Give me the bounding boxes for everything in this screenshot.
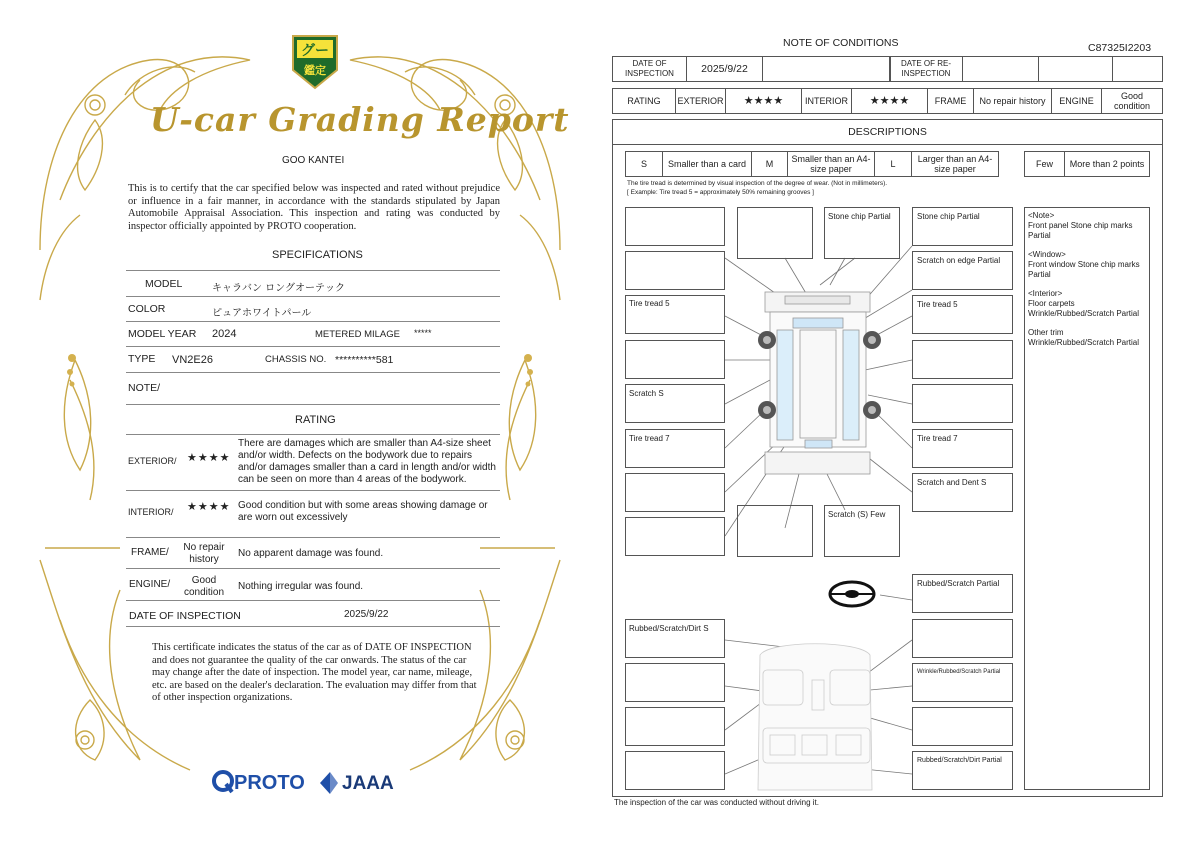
damage-label: Scratch S — [629, 389, 664, 398]
interior-stars: ★★★★ — [852, 89, 928, 113]
rating-heading: RATING — [295, 414, 336, 426]
damage-box — [625, 751, 725, 790]
damage-label: Rubbed/Scratch/Dirt Partial — [917, 757, 1002, 764]
legend-l-desc: Larger than an A4-size paper — [917, 154, 993, 174]
damage-label: Rubbed/Scratch Partial — [917, 579, 1000, 588]
engine-label: ENGINE/ — [129, 579, 171, 590]
damage-box — [625, 295, 725, 334]
engine-value: Good condition — [183, 575, 225, 598]
damage-box — [625, 517, 725, 556]
frame-value: No repair history — [183, 542, 225, 565]
proto-logo: PROTO — [234, 772, 305, 794]
mileage-value: ***** — [414, 328, 432, 338]
damage-box — [625, 473, 725, 512]
legend-few-desc: More than 2 points — [1069, 159, 1145, 169]
model-label: MODEL — [145, 278, 183, 290]
damage-box — [912, 473, 1013, 512]
report-subtitle: GOO KANTEI — [282, 155, 345, 166]
report-title: U-car Grading Report — [150, 100, 570, 139]
svg-text:鑑定: 鑑定 — [304, 64, 326, 77]
mileage-label: METERED MILAGE — [315, 329, 400, 340]
damage-box — [625, 251, 725, 290]
divider — [126, 372, 500, 373]
damage-box — [912, 663, 1013, 702]
damage-box — [912, 295, 1013, 334]
exterior-stars: ★★★★ — [726, 89, 802, 113]
divider — [126, 270, 500, 271]
damage-box — [824, 207, 900, 259]
divider — [126, 346, 500, 347]
damage-box — [625, 340, 725, 379]
divider — [126, 434, 500, 435]
damage-box — [737, 207, 813, 259]
damage-box — [625, 707, 725, 746]
damage-label: Tire tread 7 — [917, 434, 958, 443]
damage-box — [737, 505, 813, 557]
color-label: COLOR — [128, 303, 166, 315]
tire-example: [ Example: Tire tread 5 = approximately 50% remaining grooves ] — [627, 189, 814, 196]
jaaa-logo-icon — [318, 770, 340, 796]
frame-label: FRAME — [928, 89, 974, 113]
steering-wheel-icon — [830, 582, 874, 606]
damage-label: Stone chip Partial — [828, 212, 891, 221]
window-note: Front window Stone chip marks Partial — [1028, 260, 1140, 279]
divider — [126, 600, 500, 601]
jaaa-logo: JAAA — [342, 773, 394, 794]
divider — [126, 296, 500, 297]
chassis-value: **********581 — [335, 354, 394, 366]
exterior-description: There are damages which are smaller than A4-size sheet and/or width. Defects on the bodywork due to repairs and/or damages smaller than a card in length and/or width can be seen on more than 4 areas of the bodywork. — [238, 438, 496, 485]
divider — [126, 490, 500, 491]
damage-box — [912, 251, 1013, 290]
legend-m: M — [752, 152, 788, 176]
tire-note: The tire tread is determined by visual inspection of the degree of wear. (Not in millimeters). — [627, 180, 888, 187]
chassis-label: CHASSIS NO. — [265, 354, 327, 365]
color-value: ピュアホワイトパール — [212, 308, 312, 319]
divider — [126, 626, 500, 627]
damage-box — [912, 340, 1013, 379]
damage-box — [912, 619, 1013, 658]
damage-box — [912, 574, 1013, 613]
damage-label: Scratch (S) Few — [828, 510, 886, 519]
interior-note: Other trim Wrinkle/Rubbed/Scratch Partial — [1028, 328, 1140, 347]
type-label: TYPE — [128, 353, 156, 365]
exterior-stars: ★★★★ — [187, 451, 231, 464]
proto-logo-icon — [212, 770, 234, 794]
certification-text: This is to certify that the car specified below was inspected and rated without prejudice or influence in a fair manner, in accordance with the standards stipulated by Japan Automobile Appraisal Association. This inspection and rating was conducted by inspector officially appointed by PROTO cooperation. — [128, 183, 500, 232]
damage-box — [912, 707, 1013, 746]
legend-s-desc: Smaller than a card — [663, 152, 752, 176]
damage-box — [625, 429, 725, 468]
date-value: 2025/9/22 — [344, 609, 389, 620]
note-text: Front panel Stone chip marks Partial — [1028, 221, 1133, 240]
interior-description: Good condition but with some areas showing damage or are worn out excessively — [238, 500, 488, 523]
interior-heading: <Interior> — [1028, 289, 1063, 298]
conditions-title: NOTE OF CONDITIONS — [783, 37, 899, 49]
damage-box — [625, 663, 725, 702]
note-label: NOTE/ — [128, 382, 161, 394]
legend-m-desc: Smaller than an A4-size paper — [788, 152, 875, 176]
interior-label: INTERIOR — [802, 89, 852, 113]
inspection-date-value: 2025/9/22 — [687, 57, 763, 81]
rating-label: RATING — [613, 89, 676, 113]
document-code: C87325I2203 — [1088, 42, 1152, 54]
notes-box — [1024, 207, 1150, 790]
frame-label: FRAME/ — [131, 547, 169, 558]
damage-box — [824, 505, 900, 557]
svg-text:グー: グー — [301, 43, 329, 59]
note-heading: <Note> — [1028, 211, 1055, 220]
conditions-footer: The inspection of the car was conducted without driving it. — [614, 798, 819, 807]
damage-label: Wrinkle/Rubbed/Scratch Partial — [917, 669, 1001, 675]
damage-box — [912, 751, 1013, 790]
damage-box — [912, 207, 1013, 246]
divider — [126, 321, 500, 322]
divider — [126, 537, 500, 538]
damage-box — [912, 384, 1013, 423]
damage-label: Tire tread 7 — [629, 434, 670, 443]
interior-label: INTERIOR/ — [128, 507, 174, 517]
model-year-value: 2024 — [212, 328, 237, 340]
legend-few: Few — [1025, 152, 1065, 176]
note-of-conditions — [600, 0, 1200, 848]
legend-l: L — [875, 152, 912, 176]
divider — [126, 404, 500, 405]
legend-s: S — [626, 152, 663, 176]
frame-description: No apparent damage was found. — [238, 548, 384, 559]
inspection-date-label: DATE OF INSPECTION — [613, 57, 687, 81]
damage-label: Stone chip Partial — [917, 212, 980, 221]
damage-label: Scratch and Dent S — [917, 478, 987, 487]
interior-note: Floor carpets Wrinkle/Rubbed/Scratch Partial — [1028, 299, 1140, 318]
descriptions-heading: DESCRIPTIONS — [848, 126, 927, 138]
damage-label: Tire tread 5 — [917, 300, 958, 309]
exterior-label: EXTERIOR/ — [128, 456, 177, 466]
model-value: キャラバン ロングオーテック — [212, 283, 345, 294]
certificate-footer: This certificate indicates the status of the car as of DATE OF INSPECTION and does not guarantee the quality of the car onwards. The status of the car may change after the date of inspection. The model year, car name, mileage, etc. are based on the dealer's declaration. The evaluation may differ from that of other inspection organizations. — [152, 642, 477, 704]
damage-box — [625, 207, 725, 246]
divider — [126, 568, 500, 569]
engine-value: Good condition — [1113, 91, 1151, 111]
window-heading: <Window> — [1028, 250, 1066, 259]
date-label: DATE OF INSPECTION — [129, 610, 241, 622]
engine-label: ENGINE — [1052, 89, 1102, 113]
reinspection-label: DATE OF RE-INSPECTION — [889, 57, 963, 81]
damage-box — [912, 429, 1013, 468]
model-year-label: MODEL YEAR — [128, 328, 197, 340]
engine-description: Nothing irregular was found. — [238, 581, 364, 592]
damage-box — [625, 619, 725, 658]
damage-label: Scratch on edge Partial — [917, 256, 1001, 265]
interior-stars: ★★★★ — [187, 500, 231, 513]
specifications-heading: SPECIFICATIONS — [272, 249, 363, 261]
type-value: VN2E26 — [172, 354, 213, 366]
exterior-label: EXTERIOR — [676, 89, 726, 113]
goo-kantei-badge-icon — [287, 32, 343, 92]
damage-label: Tire tread 5 — [629, 299, 670, 308]
damage-box — [625, 384, 725, 423]
damage-label: Rubbed/Scratch/Dirt S — [629, 624, 709, 633]
frame-value: No repair history — [974, 89, 1052, 113]
